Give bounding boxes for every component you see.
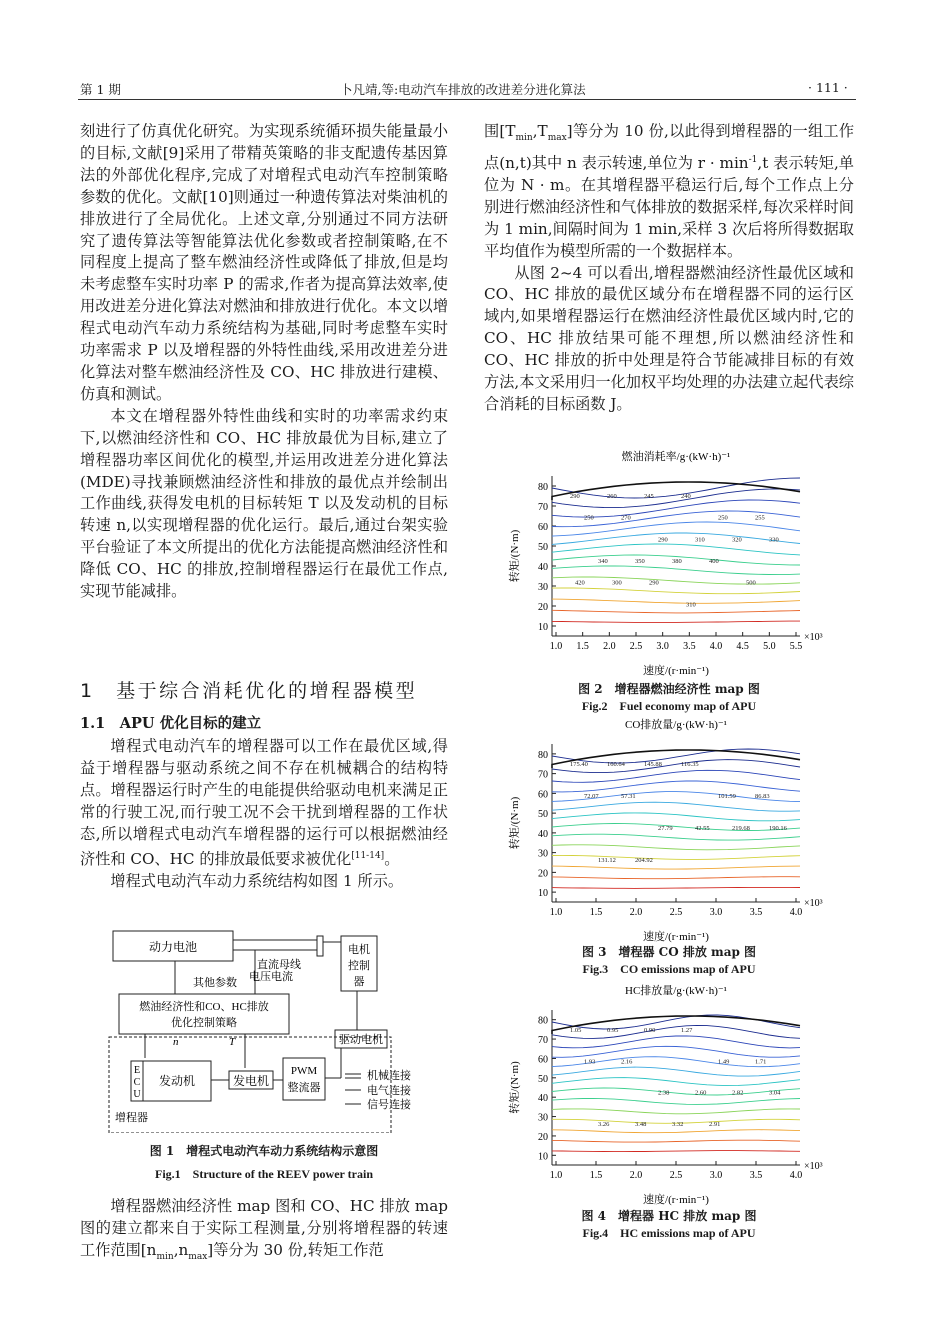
contour-line [552, 855, 800, 859]
contour-value-label: 175.40 [570, 761, 588, 768]
y-axis-label: 转矩/(N·m) [509, 529, 521, 583]
left-column-bottom [80, 1196, 448, 1269]
controller-label: 电机 [348, 944, 370, 956]
journal-issue: 第 1 期 [80, 82, 121, 97]
x-tick-label: 2.0 [603, 641, 616, 652]
y-tick-label: 60 [538, 789, 548, 801]
ecu-label: U [133, 1089, 141, 1100]
contour-value-label: 190.16 [769, 825, 787, 832]
generator-label: 发电机 [232, 1074, 270, 1088]
speed-signal-label: n [173, 1036, 179, 1048]
contour-value-label: 3.48 [635, 1120, 647, 1128]
x-tick-label: 1.0 [549, 641, 563, 652]
contour-value-label: 300 [612, 579, 622, 587]
contour-value-label: 3.32 [672, 1120, 684, 1128]
contour-value-label: 2.91 [709, 1120, 721, 1128]
y-tick-label: 70 [538, 1035, 548, 1047]
x-multiplier: ×10³ [804, 1161, 823, 1172]
plot-title: 燃油消耗率/g·(kW·h)⁻¹ [621, 451, 731, 463]
contour-value-label: 160.64 [607, 761, 625, 768]
paragraph: 增程式电动汽车的增程器可以工作在最优区域,得益于增程器与驱动系统之间不存在机械耦合的结构特点。增程器运行时产生的电能提供给驱动电机来满足正常的行驶工况,而行驶工况不会干扰到增程器的工作状态,所以增程式电动汽车增程器的运行可以根据燃油经济性和 CO、HC 的排放最低要求被优化[11-14]。 [80, 737, 448, 868]
strategy-label-2: 优化控制策略 [171, 1017, 237, 1029]
contour-line [552, 544, 800, 555]
section-heading: 1 基于综合消耗优化的增程器模型 [80, 680, 418, 702]
y-tick-label: 20 [538, 602, 548, 613]
paragraph: 刻进行了仿真优化研究。为实现系统循环损失能量最小的目标,文献[9]采用了带精英策略的非支配遗传基因算法的外部优化程序,完成了对增程式电动汽车控制策略参数的优化。文献[10]则通过一种遗传算法对柴油机的排放进行了全局优化。上述文章,分别通过不同方法研究了遗传算法等智能算法优化参数或者控制策略,在不同程度上提高了整车燃油经济性或降低了排放,但是均未考虑整车实时功率 P 的需求,作者为提高算法效率,使用改进差分进化算法对燃油和排放进行优化。本文以增程式电动汽车动力系统结构为基础,同时考虑整车实时功率需求 P 以及增程器的外特性曲线,采用改进差分进化算法对整车燃油经济性及 CO、HC 排放进行建模、仿真和测试。 [80, 122, 448, 403]
y-tick-label: 10 [538, 888, 548, 900]
bus-label-2: 电压电流 [249, 971, 293, 983]
contour-value-label: 380 [672, 558, 682, 565]
fig3-caption: 图 3 增程器 CO 排放 map 图 Fig.3 CO emissions map of APU [581, 945, 757, 976]
rectifier-label: 整流器 [287, 1082, 321, 1094]
y-tick-label: 80 [538, 482, 548, 493]
paragraph: 本文在增程器外特性曲线和实时的功率需求约束下,以燃油经济性和 CO、HC 排放最优为目标,建立了增程器功率区间优化的模型,并运用改进差分进化算法(MDE)寻找兼顾燃油经济性和排放的最优点并绘制出工作曲线,获得发电机的目标转矩 T 以及发动机的目标转速 n,以实现增程器的优化运行。最后,通过台架实验平台验证了本文所提出的优化方法能提高燃油经济性和降低 CO、HC 的排放,控制增程器运行在最优工作点,实现节能减排。 [80, 406, 448, 601]
contour-value-label: 101.59 [718, 793, 736, 800]
contour-line [552, 813, 800, 821]
page-number: · 111 · [808, 80, 848, 95]
contour-value-label: 2.16 [621, 1058, 633, 1066]
contour-line [552, 877, 800, 879]
right-column [484, 121, 854, 416]
range-extender-label: 增程器 [115, 1112, 148, 1124]
x-tick-label: 2.0 [629, 1170, 643, 1181]
bus-label: 直流母线 [257, 959, 301, 971]
contour-value-label: 3.26 [598, 1120, 610, 1128]
fig1-diagram [105, 928, 435, 1133]
contour-value-label: 72.07 [584, 793, 599, 800]
running-title: 卜凡靖,等:电动汽车排放的改进差分进化算法 [340, 82, 586, 97]
contour-value-label: 255 [755, 514, 765, 522]
x-tick-label: 1.0 [549, 1170, 563, 1181]
x-axis-label: 速度/(r·min⁻¹) [643, 931, 709, 943]
contour-value-label: 145.88 [644, 761, 662, 768]
fig1-caption: 图 1 增程式电动汽车动力系统结构示意图 Fig.1 Structure of the REEV power train [149, 1144, 379, 1181]
x-tick-label: 5.5 [789, 641, 803, 652]
y-axis-label: 转矩/(N·m) [509, 796, 521, 850]
contour-value-label: 219.68 [732, 825, 750, 832]
y-tick-label: 30 [538, 1112, 548, 1124]
contour-value-label: 1.93 [584, 1058, 596, 1066]
fig4-caption: 图 4 增程器 HC 排放 map 图 Fig.4 HC emissions map of APU [581, 1209, 757, 1240]
contour-line [552, 1046, 800, 1057]
x-tick-label: 3.0 [656, 641, 669, 652]
y-tick-label: 40 [538, 828, 548, 840]
x-tick-label: 3.5 [749, 907, 763, 918]
plot-title: CO排放量/g·(kW·h)⁻¹ [625, 719, 727, 731]
contour-line [552, 1078, 800, 1086]
contour-value-label: 340 [598, 558, 608, 565]
left-column [80, 121, 448, 603]
contour-line [552, 1109, 800, 1114]
contour-value-label: 420 [575, 579, 585, 587]
contour-line [552, 834, 800, 840]
contour-value-label: 1.27 [681, 1027, 693, 1034]
plot-title: HC排放量/g·(kW·h)⁻¹ [625, 985, 727, 997]
contour-line [552, 866, 800, 869]
contour-line [552, 610, 800, 613]
y-tick-label: 20 [538, 868, 548, 880]
x-tick-label: 4.0 [709, 641, 723, 652]
contour-line [552, 577, 800, 584]
x-tick-label: 1.5 [576, 641, 589, 652]
contour-line [552, 1151, 800, 1152]
contour-value-label: 240 [681, 493, 691, 500]
y-tick-label: 30 [538, 582, 548, 593]
y-tick-label: 70 [538, 502, 548, 513]
subsection-heading: 1.1 APU 优化目标的建立 [80, 715, 262, 732]
x-tick-label: 2.0 [629, 907, 643, 918]
contour-value-label: 320 [732, 536, 742, 544]
contour-value-label: 500 [746, 579, 756, 587]
x-multiplier: ×10³ [804, 632, 823, 643]
header-rule [78, 99, 856, 100]
x-axis-label: 速度/(r·min⁻¹) [643, 665, 709, 677]
x-tick-label: 3.0 [709, 1170, 723, 1181]
y-tick-label: 20 [538, 1131, 548, 1143]
contour-value-label: 2.60 [695, 1089, 707, 1097]
contour-line [552, 845, 800, 850]
contour-lines [552, 1015, 800, 1152]
contour-line [552, 781, 800, 792]
x-multiplier: ×10³ [804, 898, 823, 909]
legend-signal: 信号连接 [367, 1099, 411, 1111]
battery-label: 动力电池 [148, 940, 198, 954]
contour-line [552, 533, 800, 544]
contour-line [552, 1098, 800, 1104]
drive-motor-label: 驱动电机 [339, 1034, 383, 1046]
external-characteristic-curve [552, 482, 800, 500]
contour-line [552, 1067, 800, 1076]
x-tick-label: 1.0 [549, 907, 563, 918]
contour-line [552, 802, 800, 811]
y-tick-label: 70 [538, 769, 548, 781]
engine-label: 发动机 [158, 1074, 196, 1088]
contour-value-label: 27.79 [658, 825, 673, 832]
torque-signal-label: T [229, 1036, 236, 1048]
contour-line [552, 824, 800, 831]
contour-line [552, 522, 800, 536]
contour-value-label: 310 [686, 601, 696, 609]
contour-value-label: 330 [769, 536, 779, 544]
fig2-plot [504, 448, 840, 678]
contour-line [552, 588, 800, 594]
y-tick-label: 40 [538, 562, 548, 573]
x-tick-label: 1.5 [589, 1170, 603, 1181]
ecu-label: E [133, 1065, 141, 1076]
contour-line [552, 478, 800, 498]
contour-line [552, 489, 800, 508]
external-characteristic-curve [552, 750, 800, 768]
x-tick-label: 2.5 [669, 1170, 683, 1181]
controller-label-2: 控制 [348, 960, 370, 972]
x-axis-label: 速度/(r·min⁻¹) [643, 1194, 709, 1206]
contour-line [552, 566, 800, 575]
contour-value-label: 250 [584, 514, 594, 522]
paragraph: 增程器燃油经济性 map 图和 CO、HC 排放 map 图的建立都来自于实际工程测量,分别将增程器的转速工作范围$[n_{min},n_{max}]$等分为 30 份,转矩工作范 [80, 1197, 448, 1262]
y-tick-label: 50 [538, 809, 548, 821]
contour-value-label: 204.92 [635, 857, 653, 864]
contour-value-label: 400 [709, 558, 719, 565]
controller-label-3: 器 [353, 976, 365, 988]
contour-lines [552, 478, 800, 622]
x-tick-label: 4.0 [789, 907, 803, 918]
contour-value-label: 86.83 [755, 793, 770, 800]
contour-value-label: 116.35 [681, 761, 699, 768]
y-tick-label: 50 [538, 542, 548, 553]
y-tick-label: 80 [538, 1015, 548, 1027]
contour-value-label: 260 [607, 493, 617, 500]
other-params-label: 其他参数 [193, 977, 237, 989]
contour-lines [552, 749, 800, 888]
contour-value-label: 350 [635, 558, 645, 565]
contour-value-label: 2.38 [658, 1089, 670, 1097]
contour-value-label: 1.05 [570, 1027, 582, 1034]
fig3-plot [504, 716, 840, 944]
x-tick-label: 4.5 [736, 641, 749, 652]
paragraph: 从图 2~4 可以看出,增程器燃油经济性最优区域和 CO、HC 排放的最优区域分布在增程器不同的运行区域内,如果增程器运行在燃油经济性最优区域内时,它的 CO、HC 排放结果可能不理想,所以燃油经济性和 CO、HC 排放的折中处理是符合节能减排目标的有效方法,本文采用归一化加权平均处理的办法建立起代表综合消耗的目标函数 J。 [484, 263, 854, 413]
contour-line [552, 887, 800, 888]
y-axis-label: 转矩/(N·m) [509, 1061, 521, 1114]
y-tick-label: 10 [538, 622, 548, 633]
y-tick-label: 60 [538, 1054, 548, 1066]
contour-line [552, 1088, 800, 1095]
ecu-label: C [133, 1077, 141, 1088]
fig2-caption: 图 2 增程器燃油经济性 map 图 Fig.2 Fuel economy map of APU [578, 682, 760, 713]
y-tick-label: 50 [538, 1073, 548, 1085]
paragraph: 围$[T_{min},T_{max}]$等分为 10 份,以此得到增程器的一组工作点(n,t)其中 n 表示转速,单位为 $r \cdot \min^{-1},t$ 表示转矩,单位为 N · m。在其增程器平稳运行后,每个工作点上分别进行燃油经济性和气体排放的数据采样,每次采样时间为 1 min,间隔时间为 1 min,采样 3 次后将所得数据取平均值作为模型所需的一个数据样本。 [484, 122, 855, 260]
x-tick-label: 3.5 [683, 641, 696, 652]
contour-value-label: 1.71 [755, 1058, 767, 1066]
contour-value-label: 245 [644, 493, 654, 500]
y-tick-label: 60 [538, 522, 548, 533]
contour-value-label: 290 [570, 493, 580, 500]
x-tick-label: 4.0 [789, 1170, 803, 1181]
y-tick-label: 10 [538, 1151, 548, 1163]
legend-mechanical: 机械连接 [367, 1070, 411, 1082]
contour-value-label: 290 [649, 579, 659, 587]
contour-value-label: 57.31 [621, 793, 636, 800]
contour-value-label: 3.04 [769, 1089, 781, 1097]
contour-value-label: 290 [658, 536, 668, 544]
fig4-plot [504, 982, 840, 1207]
contour-line [552, 749, 800, 763]
contour-line [552, 621, 800, 622]
y-tick-label: 30 [538, 848, 548, 860]
legend-electrical: 电气连接 [367, 1085, 411, 1097]
x-tick-label: 3.0 [709, 907, 723, 918]
contour-line [552, 599, 800, 603]
contour-line [552, 1130, 800, 1133]
x-tick-label: 2.5 [669, 907, 683, 918]
contour-value-label: 131.12 [598, 857, 616, 864]
contour-value-label: 250 [718, 514, 728, 522]
x-tick-label: 2.5 [629, 641, 643, 652]
contour-line [552, 1140, 800, 1142]
x-tick-label: 3.5 [749, 1170, 763, 1181]
paragraph: 增程式电动汽车动力系统结构如图 1 所示。 [110, 871, 404, 890]
contour-value-label: 0.90 [644, 1027, 656, 1034]
contour-value-label: 270 [621, 514, 631, 522]
left-column-lower [80, 736, 448, 892]
contour-value-label: 2.82 [732, 1089, 744, 1097]
contour-value-label: 310 [695, 536, 705, 544]
x-tick-label: 5.0 [763, 641, 776, 652]
strategy-label: 燃油经济性和CO、HC排放 [139, 1001, 269, 1013]
pwm-label: PWM [290, 1065, 318, 1077]
y-tick-label: 40 [538, 1093, 548, 1105]
x-tick-label: 1.5 [589, 907, 603, 918]
contour-value-label: 42.55 [695, 825, 710, 832]
contour-value-label: 1.49 [718, 1058, 730, 1066]
contour-value-label: 0.95 [607, 1027, 619, 1034]
y-tick-label: 80 [538, 749, 548, 761]
